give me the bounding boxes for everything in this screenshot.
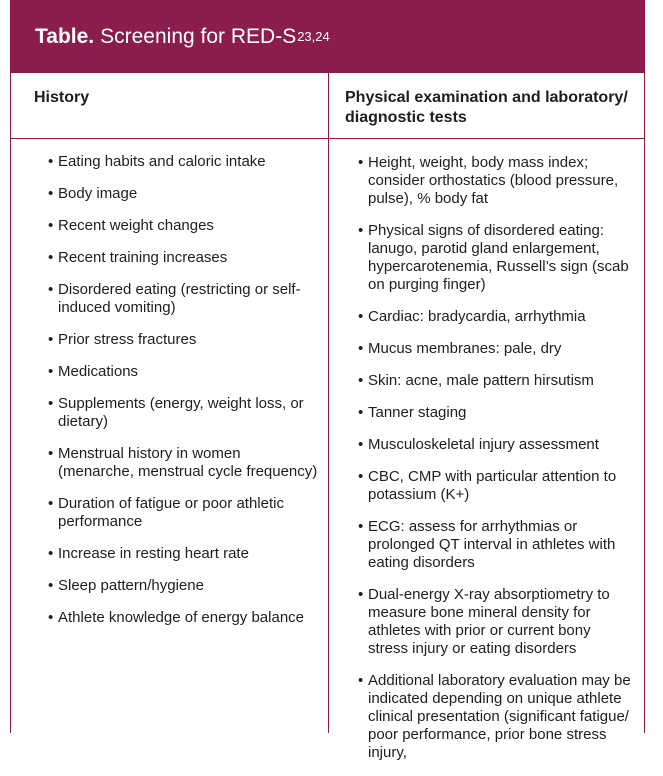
- table-title-bar: [10, 0, 645, 73]
- history-item: • Recent training increases: [48, 249, 318, 267]
- history-item: • Recent weight changes: [48, 217, 318, 235]
- exam-item: • Mucus membranes: pale, dry: [358, 340, 633, 358]
- history-item: • Eating habits and caloric intake: [48, 153, 318, 171]
- history-item: • Increase in resting heart rate: [48, 545, 318, 563]
- exam-item: • Physical signs of disordered eating: lanugo, parotid gland enlargement, hypercarotenemia, Russell’s sign (scab on purging finger): [358, 222, 633, 294]
- table-label: Table.: [35, 24, 95, 48]
- history-item: • Athlete knowledge of energy balance: [48, 609, 318, 627]
- header-rule: [11, 138, 644, 139]
- title-references: 23,24: [297, 29, 330, 44]
- exam-column-header: Physical examination and laboratory/ diagnostic tests: [345, 89, 628, 126]
- history-item: • Disordered eating (restricting or self-induced vomiting): [48, 281, 318, 317]
- history-item: • Menstrual history in women (menarche, menstrual cycle frequency): [48, 445, 318, 481]
- history-item: • Medications: [48, 363, 318, 381]
- exam-item: • Tanner staging: [358, 404, 633, 422]
- history-item: • Prior stress fractures: [48, 331, 318, 349]
- exam-item: • Musculoskeletal injury assessment: [358, 436, 633, 454]
- table-title: Screening for RED-S: [100, 24, 297, 48]
- exam-list: [358, 154, 633, 776]
- exam-item: • CBC, CMP with particular attention to potassium (K+): [358, 468, 633, 504]
- exam-item: • Cardiac: bradycardia, arrhythmia: [358, 308, 633, 326]
- history-column-header: History: [34, 89, 90, 106]
- screening-table: [10, 73, 645, 761]
- exam-item: • Height, weight, body mass index; consider orthostatics (blood pressure, pulse), % body fat: [358, 154, 633, 208]
- history-list: [48, 153, 318, 641]
- history-item: • Duration of fatigue or poor athletic performance: [48, 495, 318, 531]
- history-item: • Sleep pattern/hygiene: [48, 577, 318, 595]
- exam-item: • Skin: acne, male pattern hirsutism: [358, 372, 633, 390]
- exam-item: • ECG: assess for arrhythmias or prolonged QT interval in athletes with eating disorders: [358, 518, 633, 572]
- exam-item: • Additional laboratory evaluation may be indicated depending on unique athlete clinical presentation (significant fatigue/ poor performance, prior bone stress injury,: [358, 672, 633, 762]
- history-item: • Supplements (energy, weight loss, or dietary): [48, 395, 318, 431]
- column-divider: [328, 73, 329, 733]
- history-item: • Body image: [48, 185, 318, 203]
- exam-item: • Dual-energy X-ray absorptiometry to measure bone mineral density for athletes with prior or current bony stress injury or eating disorders: [358, 586, 633, 658]
